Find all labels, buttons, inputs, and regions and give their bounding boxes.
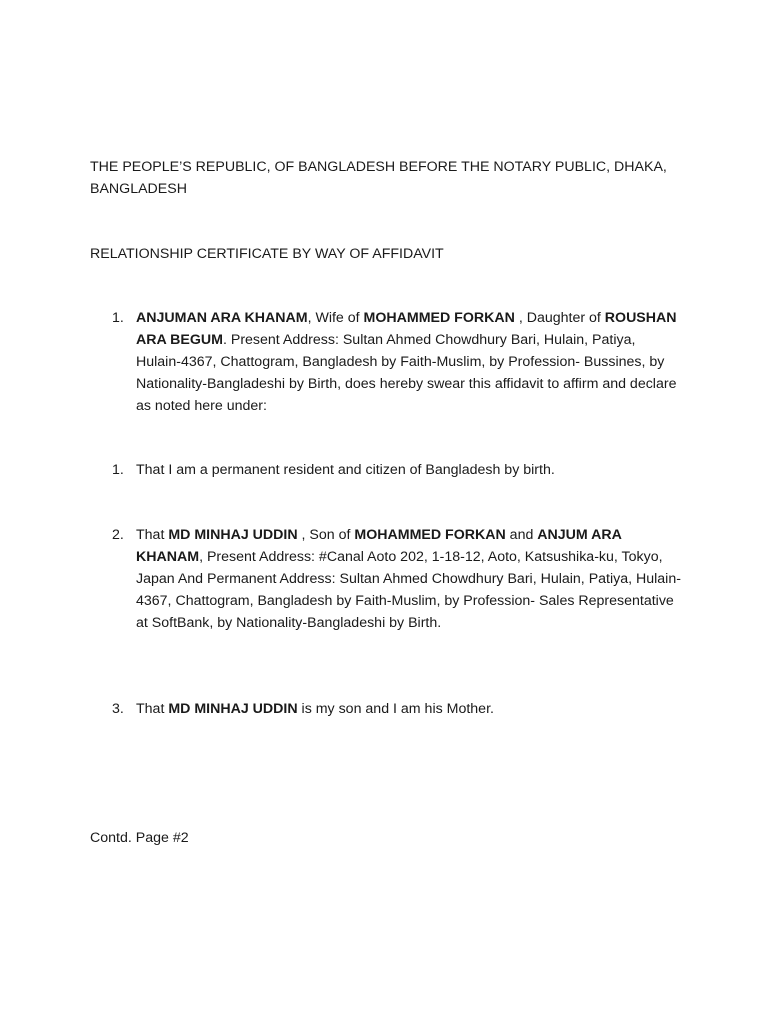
list-number: 2. [112, 527, 124, 543]
document-heading: THE PEOPLE’S REPUBLIC, OF BANGLADESH BEFORE THE NOTARY PUBLIC, DHAKA, BANGLADESH [90, 159, 667, 197]
son-name: MD MINHAJ UDDIN [168, 527, 298, 543]
husband-name: MOHAMMED FORKAN [363, 310, 515, 326]
father-name: MOHAMMED FORKAN [354, 527, 506, 543]
son-name: MD MINHAJ UDDIN [168, 701, 298, 717]
deponent-name: ANJUMAN ARA KHANAM [136, 310, 308, 326]
list-number: 1. [112, 310, 124, 326]
mother-name: ANJUM ARA KHANAM [136, 527, 622, 565]
mother-name: ROUSHAN ARA BEGUM [136, 310, 677, 348]
statement-text: That MD MINHAJ UDDIN , Son of MOHAMMED FORKAN and ANJUM ARA KHANAM, Present Address: #Canal Aoto 202, 1-18-12, Aoto, Katsushika-ku, Tokyo, Japan And Permanent Address: Sultan Ahmed Chowdhury Bari, Hulain, Patiya, Hulain-4367, Chattogram, Bangladesh by Faith-Muslim, by Profession- Sales Representative at SoftBank, by Nationality-Bangladeshi by Birth. [136, 527, 681, 631]
continuation-note: Contd. Page #2 [90, 830, 189, 846]
deponent-text: ANJUMAN ARA KHANAM, Wife of MOHAMMED FORKAN , Daughter of ROUSHAN ARA BEGUM. Present Address: Sultan Ahmed Chowdhury Bari, Hulain, Patiya, Hulain-4367, Chattogram, Bangladesh by Faith-Muslim, by Profession- Bussines, by Nationality-Bangladeshi by Birth, does hereby swear this affidavit to affirm and declare as noted here under: [136, 310, 677, 414]
list-number: 3. [112, 701, 124, 717]
document-title: RELATIONSHIP CERTIFICATE BY WAY OF AFFIDAVIT [90, 246, 444, 262]
list-number: 1. [112, 462, 124, 478]
statement-text: That MD MINHAJ UDDIN is my son and I am his Mother. [136, 701, 494, 717]
statement-text: That I am a permanent resident and citizen of Bangladesh by birth. [136, 462, 555, 478]
